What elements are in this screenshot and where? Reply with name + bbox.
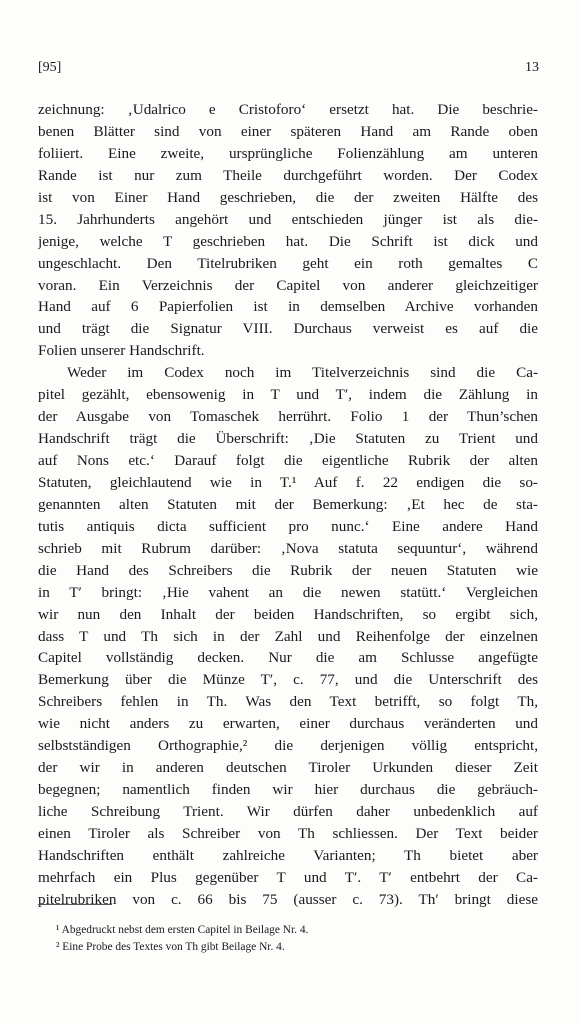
text-line: ungeschlacht. Den Titelrubriken geht ein roth gemaltes C (38, 254, 538, 272)
text-line: Hand auf 6 Papierfolien ist in demselben Archive vorhanden (38, 298, 538, 316)
text-line: foliiert. Eine zweite, ursprüngliche Folienzählung am unteren (38, 144, 538, 162)
body-text (38, 99, 538, 911)
text-line: Rande ist nur zum Theile durchgeführt worden. Der Codex (38, 166, 538, 184)
text-line: schrieb mit Rubrum darüber: ‚Nova statuta sequuntur‘, während (38, 539, 538, 557)
text-line: Handschriften enthält zahlreiche Varianten; Th bietet aber (38, 846, 538, 864)
text-line: liche Schreibung Trient. Wir dürfen daher unbedenklich auf (38, 803, 538, 820)
text-line: begegnen; namentlich finden wir hier durchaus die gebräuch- (38, 781, 538, 799)
text-line: voran. Ein Verzeichnis der Capitel von anderer gleichzeitiger (38, 276, 538, 294)
running-header (38, 60, 539, 80)
text-line: 15. Jahrhunderts angehört und entschieden jünger ist als die- (38, 210, 538, 228)
text-line: und trägt die Signatur VIII. Durchaus verweist es auf die (38, 320, 538, 338)
text-line: die Hand des Schreibers die Rubrik der neuen Statuten wie (38, 561, 538, 579)
page-marker: [95] (38, 60, 62, 75)
text-line: tutis antiquis dicta sufficient pro nunc.‘ Eine andere Hand (38, 517, 538, 535)
text-line: Handschrift trägt die Überschrift: ‚Die Statuten zu Trient und (38, 430, 538, 448)
text-line: Weder im Codex noch im Titelverzeichnis sind die Ca- (67, 364, 538, 382)
text-line: Schreibers fehlen in Th. Was den Text betrifft, so folgt Th, (38, 693, 538, 711)
footnote-rule (38, 904, 112, 905)
text-line: mehrfach ein Plus gegenüber T und T′. T′ entbehrt der Ca- (38, 868, 538, 886)
text-line: Statuten, gleichlautend wie in T.¹ Auf f. 22 endigen die so- (38, 473, 538, 491)
text-line: der Ausgabe von Tomaschek herrührt. Folio 1 der Thun’schen (38, 408, 538, 426)
text-line: genannten alten Statuten mit der Bemerkung: ‚Et hec de sta- (38, 495, 538, 513)
text-line: der wir in anderen deutschen Tiroler Urkunden dieser Zeit (38, 759, 538, 777)
page-number: 13 (525, 60, 539, 75)
text-line: ist von Einer Hand geschrieben, die der zweiten Hälfte des (38, 188, 538, 206)
text-line: wie nicht anders zu erwarten, einer durchaus veränderten und (38, 715, 538, 733)
text-line: pitelrubriken von c. 66 bis 75 (ausser c. 73). Th′ bringt diese (38, 890, 538, 908)
footnote: ¹ Abgedruckt nebst dem ersten Capitel in Beilage Nr. 4. (56, 924, 309, 936)
text-line: in T′ bringt: ‚Hie vahent an die newen statütt.‘ Vergleichen (38, 583, 538, 601)
text-line: Capitel vollständig decken. Nur die am Schlusse angefügte (38, 649, 538, 667)
text-line: auf Nons etc.‘ Darauf folgt die eigentliche Rubrik der alten (38, 452, 538, 469)
text-line: jenige, welche T geschrieben hat. Die Schrift ist dick und (38, 232, 538, 250)
text-line: benen Blätter sind von einer späteren Hand am Rande oben (38, 122, 538, 140)
text-line: einen Tiroler als Schreiber von Th schliessen. Der Text beider (38, 824, 538, 842)
text-line: pitel gezählt, ebensowenig in T und T′, indem die Zählung in (38, 386, 538, 404)
text-line: dass T und Th sich in der Zahl und Reihenfolge der einzelnen (38, 627, 538, 645)
footnotes (38, 922, 538, 955)
text-line: selbstständigen Orthographie,² die derjenigen völlig entspricht, (38, 737, 538, 755)
text-line: zeichnung: ‚Udalrico e Cristoforo‘ ersetzt hat. Die beschrie- (38, 101, 538, 118)
text-line: Bemerkung über die Münze T′, c. 77, und die Unterschrift des (38, 671, 538, 689)
text-line: wir nun den Inhalt der beiden Handschriften, so ergibt sich, (38, 605, 538, 623)
text-line: Folien unserer Handschrift. (38, 342, 205, 360)
footnote: ² Eine Probe des Textes von Th gibt Beilage Nr. 4. (56, 940, 285, 953)
